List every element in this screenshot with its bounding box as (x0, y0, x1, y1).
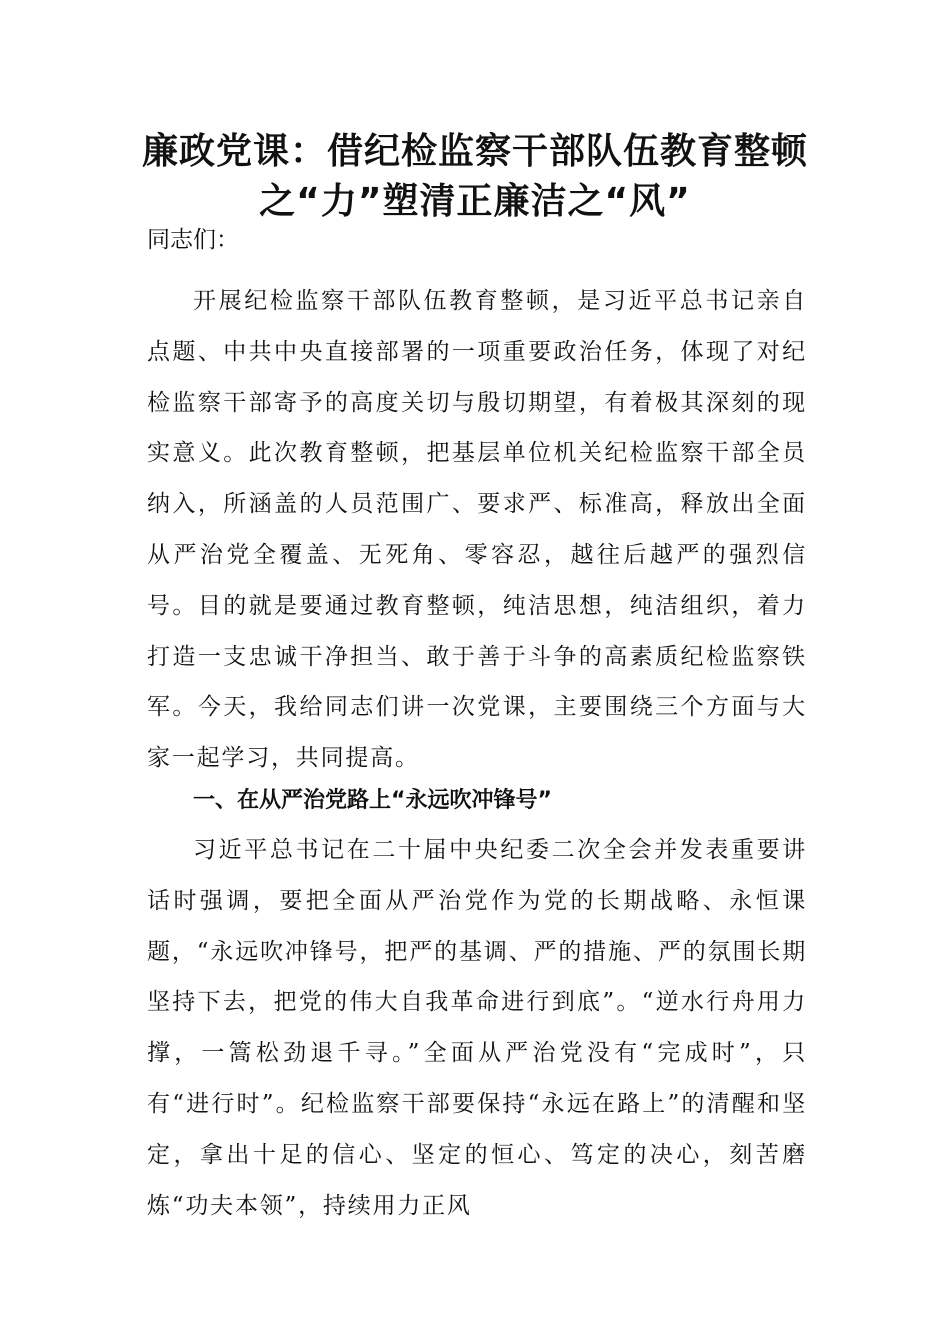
document-title-line-2: 之“力”塑清正廉洁之“风” (259, 181, 691, 222)
document-title-line-1: 廉政党课：借纪检监察干部队伍教育整顿 (141, 131, 808, 172)
body-paragraph-section-1: 习近平总书记在二十届中央纪委二次全会并发表重要讲话时强调，要把全面从严治党作为党的长期战略、永恒课题，“永远吹冲锋号，把严的基调、严的措施、严的氛围长期坚持下去，把党的伟大自我革命进行到底”。“逆水行舟用力撑，一篙松劲退千寻。”全面从严治党没有“完成时”，只有“进行时”。纪检监察干部要保持“永远在路上”的清醒和坚定，拿出十足的信心、坚定的恒心、笃定的决心，刻苦磨炼“功夫本领”，持续用力正风 (147, 837, 807, 1219)
salutation: 同志们： (147, 227, 239, 253)
body-paragraph-intro: 开展纪检监察干部队伍教育整顿，是习近平总书记亲自点题、中共中央直接部署的一项重要政治任务，体现了对纪检监察干部寄予的高度关切与殷切期望，有着极其深刻的现实意义。此次教育整顿，把基层单位机关纪检监察干部全员纳入，所涵盖的人员范围广、要求严、标准高，释放出全面从严治党全覆盖、无死角、零容忍，越往后越严的强烈信号。目的就是要通过教育整顿，纯洁思想，纯洁组织，着力打造一支忠诚干净担当、敢于善于斗争的高素质纪检监察铁军。今天，我给同志们讲一次党课，主要围绕三个方面与大家一起学习，共同提高。 (147, 288, 807, 772)
section-heading-1: 一、在从严治党路上“永远吹冲锋号” (193, 788, 552, 813)
